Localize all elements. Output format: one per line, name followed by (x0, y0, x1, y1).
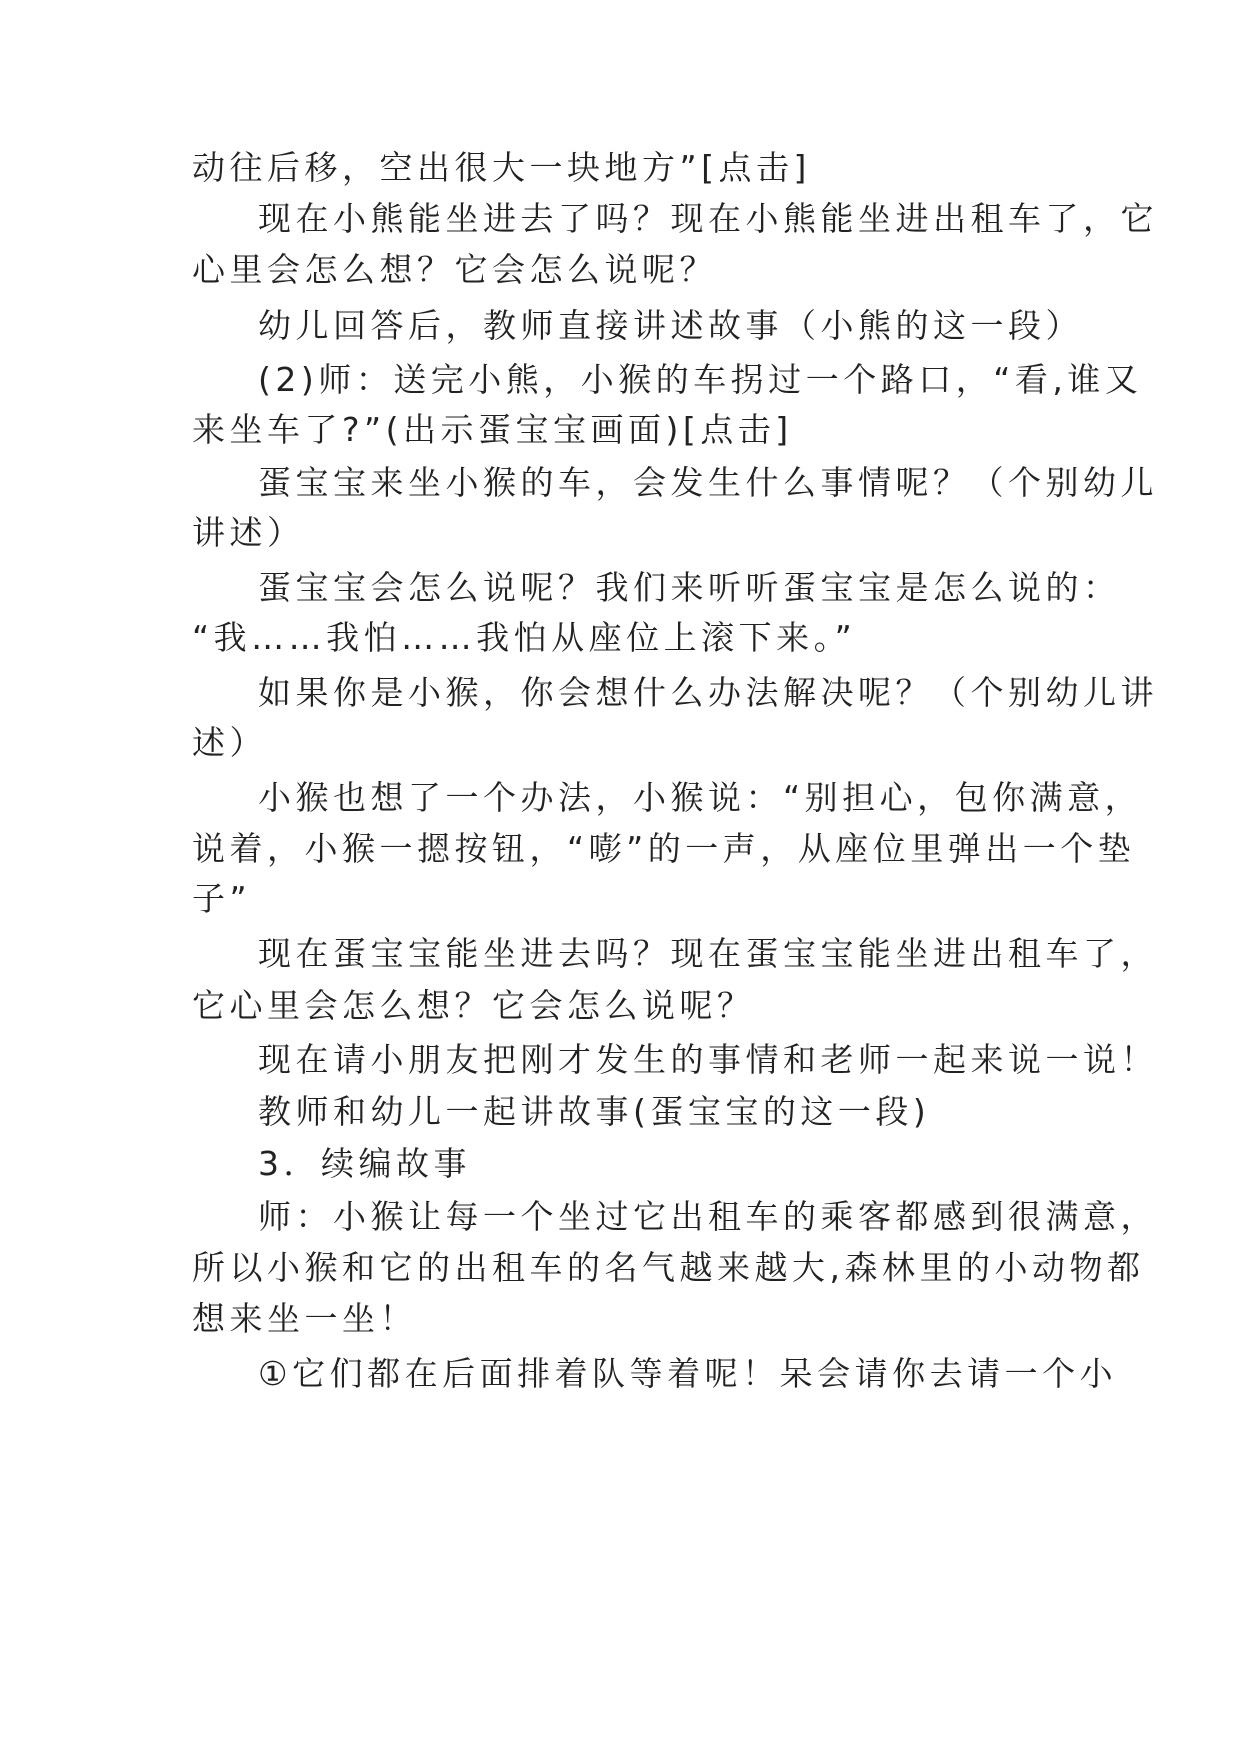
text-line: “我……我怕……我怕从座位上滚下来。” (192, 618, 857, 657)
text-line: 现在蛋宝宝能坐进去吗？现在蛋宝宝能坐进出租车了， (258, 934, 1158, 973)
text-line: 说着，小猴一摁按钮，“嘭”的一声，从座位里弹出一个垫 (192, 829, 1136, 868)
text-line: 如果你是小猴，你会想什么办法解决呢？（个别幼儿讲 (258, 673, 1158, 712)
text-line: ①它们都在后面排着队等着呢！呆会请你去请一个小 (258, 1354, 1118, 1393)
text-line: 述） (192, 723, 267, 762)
text-line: 小猴也想了一个办法，小猴说：“别担心，包你满意， (258, 778, 1143, 817)
text-line: 师：小猴让每一个坐过它出租车的乘客都感到很满意， (258, 1197, 1158, 1236)
text-line: (2)师：送完小熊，小猴的车拐过一个路口，“看,谁又 (258, 360, 1143, 399)
text-line: 教师和幼儿一起讲故事(蛋宝宝的这一段) (258, 1092, 931, 1131)
text-line: 想来坐一坐！ (192, 1299, 417, 1338)
text-line: 来坐车了?”(出示蛋宝宝画面)[点击] (192, 410, 793, 449)
text-line: 心里会怎么想？它会怎么说呢？ (192, 250, 717, 289)
text-line: 子” (192, 879, 252, 918)
text-line: 动往后移，空出很大一块地方”[点击] (192, 148, 811, 187)
text-line: 所以小猴和它的出租车的名气越来越大,森林里的小动物都 (192, 1248, 1145, 1287)
text-line: 现在请小朋友把刚才发生的事情和老师一起来说一说！ (258, 1040, 1158, 1079)
text-line: 它心里会怎么想？它会怎么说呢？ (192, 986, 755, 1025)
text-line: 幼儿回答后，教师直接讲述故事（小熊的这一段） (258, 306, 1083, 345)
text-line: 3．续编故事 (258, 1144, 471, 1183)
text-line: 蛋宝宝会怎么说呢？我们来听听蛋宝宝是怎么说的： (258, 568, 1121, 607)
text-line: 讲述） (192, 513, 305, 552)
text-line: 现在小熊能坐进去了吗？现在小熊能坐进出租车了，它 (258, 199, 1158, 238)
text-line: 蛋宝宝来坐小猴的车，会发生什么事情呢？（个别幼儿 (258, 463, 1158, 502)
